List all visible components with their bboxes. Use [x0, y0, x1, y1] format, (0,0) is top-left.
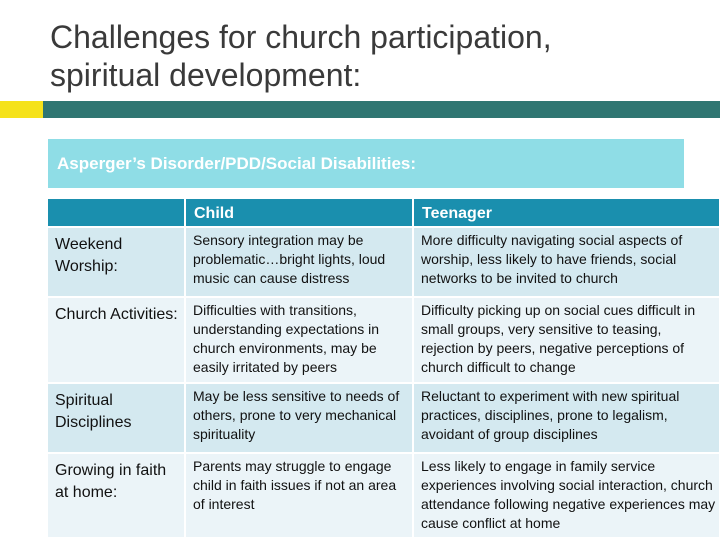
slide-title: [50, 18, 710, 94]
teenager-cell: More difficulty navigating social aspects of worship, less likely to have friends, social networks to be invited to church: [413, 227, 719, 297]
teenager-cell: Difficulty picking up on social cues difficult in small groups, very sensitive to teasing, rejection by peers, negative perceptions of church difficult to change: [413, 297, 719, 383]
section-heading: Asperger’s Disorder/PDD/Social Disabilities:: [48, 139, 684, 188]
teal-divider-bar: [43, 101, 720, 118]
header-child: Child: [185, 199, 413, 227]
child-cell: Difficulties with transitions, understanding expectations in church environments, may be easily irritated by peers: [185, 297, 413, 383]
challenges-table: [48, 199, 719, 537]
teenager-cell: Less likely to engage in family service experiences involving social interaction, church attendance following negative experiences may cause conflict at home: [413, 453, 719, 537]
table-row: [48, 383, 719, 453]
child-cell: May be less sensitive to needs of others, prone to very mechanical spirituality: [185, 383, 413, 453]
slide-title-line-2: spiritual development:: [50, 57, 362, 93]
table-row: [48, 453, 719, 537]
teenager-cell: Reluctant to experiment with new spiritual practices, disciplines, prone to legalism, avoidant of group disciplines: [413, 383, 719, 453]
header-corner: [48, 199, 185, 227]
yellow-accent-bar: [0, 101, 43, 118]
table-header-row: [48, 199, 719, 227]
header-teenager: Teenager: [413, 199, 719, 227]
row-label: Church Activities:: [48, 297, 185, 383]
slide-title-line-1: Challenges for church participation,: [50, 19, 552, 55]
child-cell: Parents may struggle to engage child in faith issues if not an area of interest: [185, 453, 413, 537]
row-label: Spiritual Disciplines: [48, 383, 185, 453]
table-row: [48, 297, 719, 383]
row-label: Weekend Worship:: [48, 227, 185, 297]
table-row: [48, 227, 719, 297]
row-label: Growing in faith at home:: [48, 453, 185, 537]
child-cell: Sensory integration may be problematic…bright lights, loud music can cause distress: [185, 227, 413, 297]
